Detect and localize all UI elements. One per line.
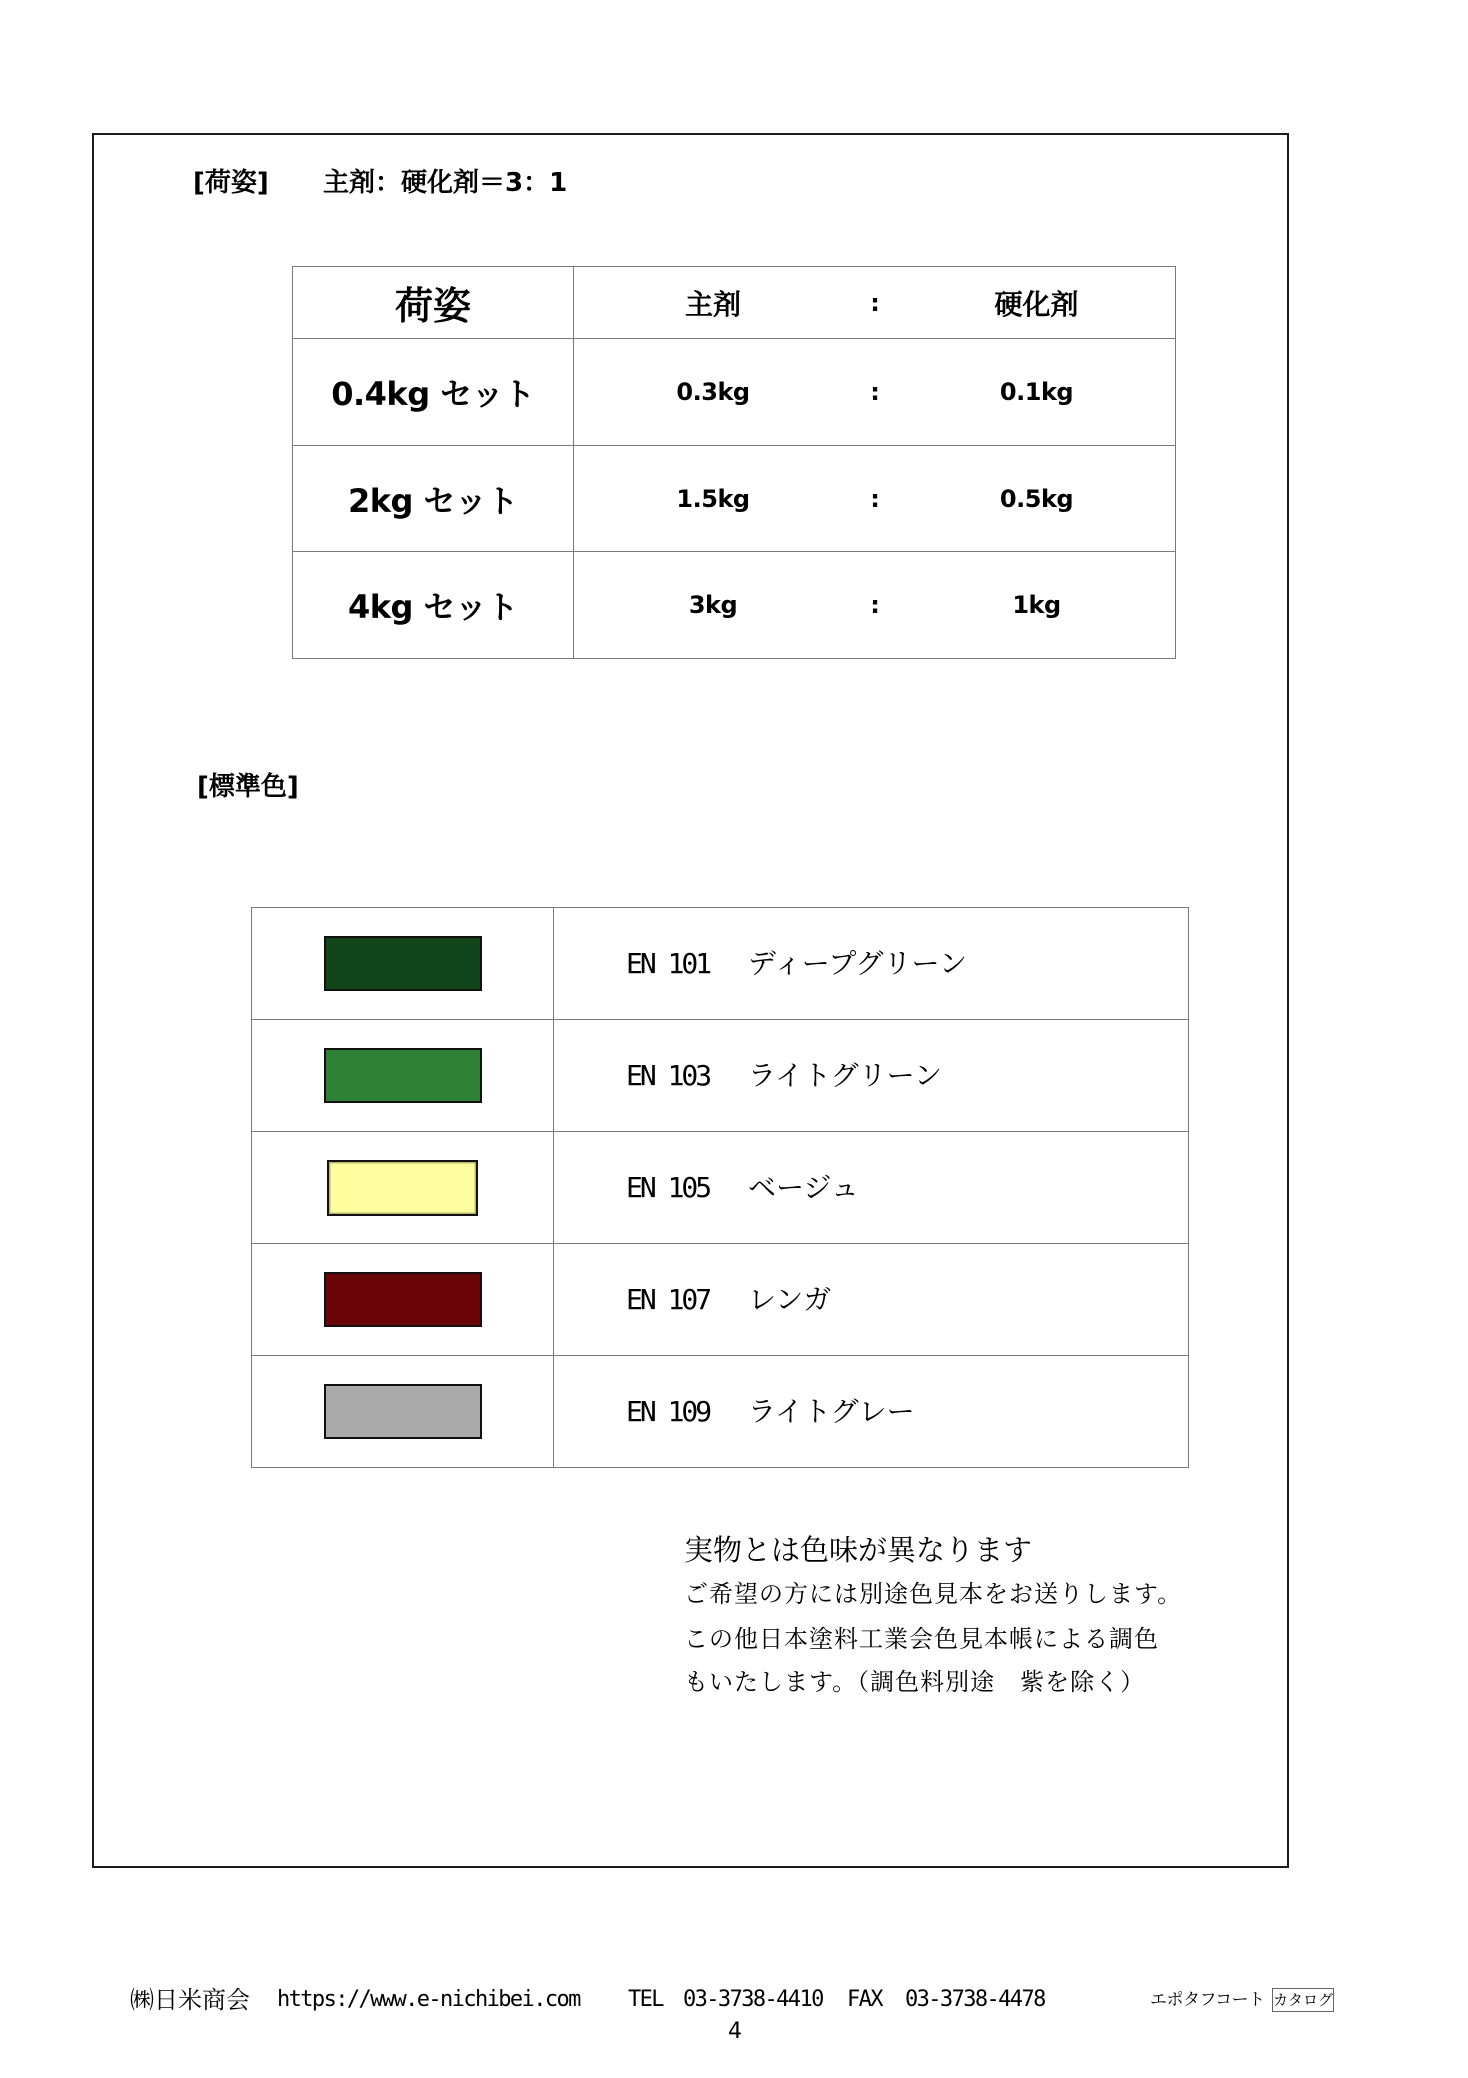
color-row (252, 1020, 1188, 1132)
ratio-separator: : (870, 591, 880, 619)
color-swatch (324, 1384, 482, 1439)
color-swatch-table (251, 907, 1189, 1468)
standard-colors-section-label: [標準色] (197, 772, 299, 802)
hardener-weight: 1kg (1012, 591, 1061, 619)
footer-catalog-badge: カタログ (1272, 1988, 1334, 2012)
header-ratio-cell (574, 267, 1175, 338)
mix-ratio-text: 主剤：硬化剤＝3：1 (323, 168, 568, 198)
footer-website-url: https://www.e-nichibei.com (277, 1987, 580, 2012)
color-swatch (324, 936, 482, 991)
color-code: EN 109 (626, 1394, 710, 1428)
ratio-cell (574, 552, 1175, 658)
packaging-table-header (293, 267, 1175, 339)
hardener-weight: 0.1kg (999, 378, 1074, 406)
footer-tel-label: TEL (628, 1987, 663, 2012)
table-row (293, 446, 1175, 552)
color-code: EN 101 (626, 946, 710, 980)
swatch-cell (252, 1356, 554, 1467)
note-line: ご希望の方には別途色見本をお送りします。 (684, 1580, 1183, 1608)
main-agent-weight: 0.3kg (676, 378, 750, 406)
color-swatch (324, 1048, 482, 1103)
color-disclaimer-headline: 実物とは色味が異なります (684, 1533, 1033, 1567)
color-row (252, 908, 1188, 1020)
color-row (252, 1244, 1188, 1356)
packaging-table (292, 266, 1176, 659)
table-row (293, 552, 1175, 658)
color-swatch (327, 1160, 478, 1216)
footer-fax-label: FAX (847, 1987, 882, 2012)
note-line: もいたします。（調色料別途 紫を除く） (684, 1668, 1146, 1696)
color-row (252, 1356, 1188, 1467)
ratio-separator: : (870, 378, 880, 406)
ratio-separator: : (870, 484, 880, 513)
swatch-cell (252, 1244, 554, 1355)
main-agent-weight: 3kg (688, 591, 738, 619)
packaging-size: 2kg セット (293, 446, 574, 551)
note-line: この他日本塗料工業会色見本帳による調色 (684, 1625, 1159, 1653)
hardener-weight: 0.5kg (999, 484, 1074, 513)
color-name: ライトグリーン (748, 1058, 943, 1092)
ratio-cell (574, 339, 1175, 445)
color-code: EN 107 (626, 1282, 710, 1316)
color-label-cell (554, 1132, 1188, 1243)
footer-tel-number: 03-3738-4410 (683, 1987, 823, 2012)
color-name: ベージュ (748, 1170, 859, 1204)
footer-fax-number: 03-3738-4478 (905, 1987, 1045, 2012)
swatch-cell (252, 908, 554, 1019)
color-row (252, 1132, 1188, 1244)
color-label-cell (554, 908, 1188, 1019)
color-name: ディープグリーン (748, 946, 967, 980)
table-row (293, 339, 1175, 446)
packaging-size: 4kg セット (293, 552, 574, 658)
main-agent-weight: 1.5kg (676, 484, 750, 513)
ratio-cell (574, 446, 1175, 551)
header-main-agent: 主剤 (684, 287, 741, 321)
color-label-cell (554, 1020, 1188, 1131)
color-name: レンガ (748, 1282, 832, 1316)
color-swatch (324, 1272, 482, 1327)
packaging-section-label: [荷姿] (193, 168, 269, 198)
header-packaging: 荷姿 (293, 267, 574, 338)
color-label-cell (554, 1356, 1188, 1467)
color-code: EN 103 (626, 1058, 710, 1092)
footer-company-name: ㈱日米商会 (130, 1986, 250, 2014)
header-hardener: 硬化剤 (994, 287, 1079, 321)
page-number: 4 (728, 2019, 742, 2044)
packaging-size: 0.4kg セット (293, 339, 574, 445)
color-code: EN 105 (626, 1170, 710, 1204)
swatch-cell (252, 1132, 554, 1243)
header-separator: : (870, 288, 880, 317)
swatch-cell (252, 1020, 554, 1131)
color-label-cell (554, 1244, 1188, 1355)
color-name: ライトグレー (748, 1394, 915, 1428)
footer-product-name: エポタフコート (1150, 1990, 1265, 2010)
